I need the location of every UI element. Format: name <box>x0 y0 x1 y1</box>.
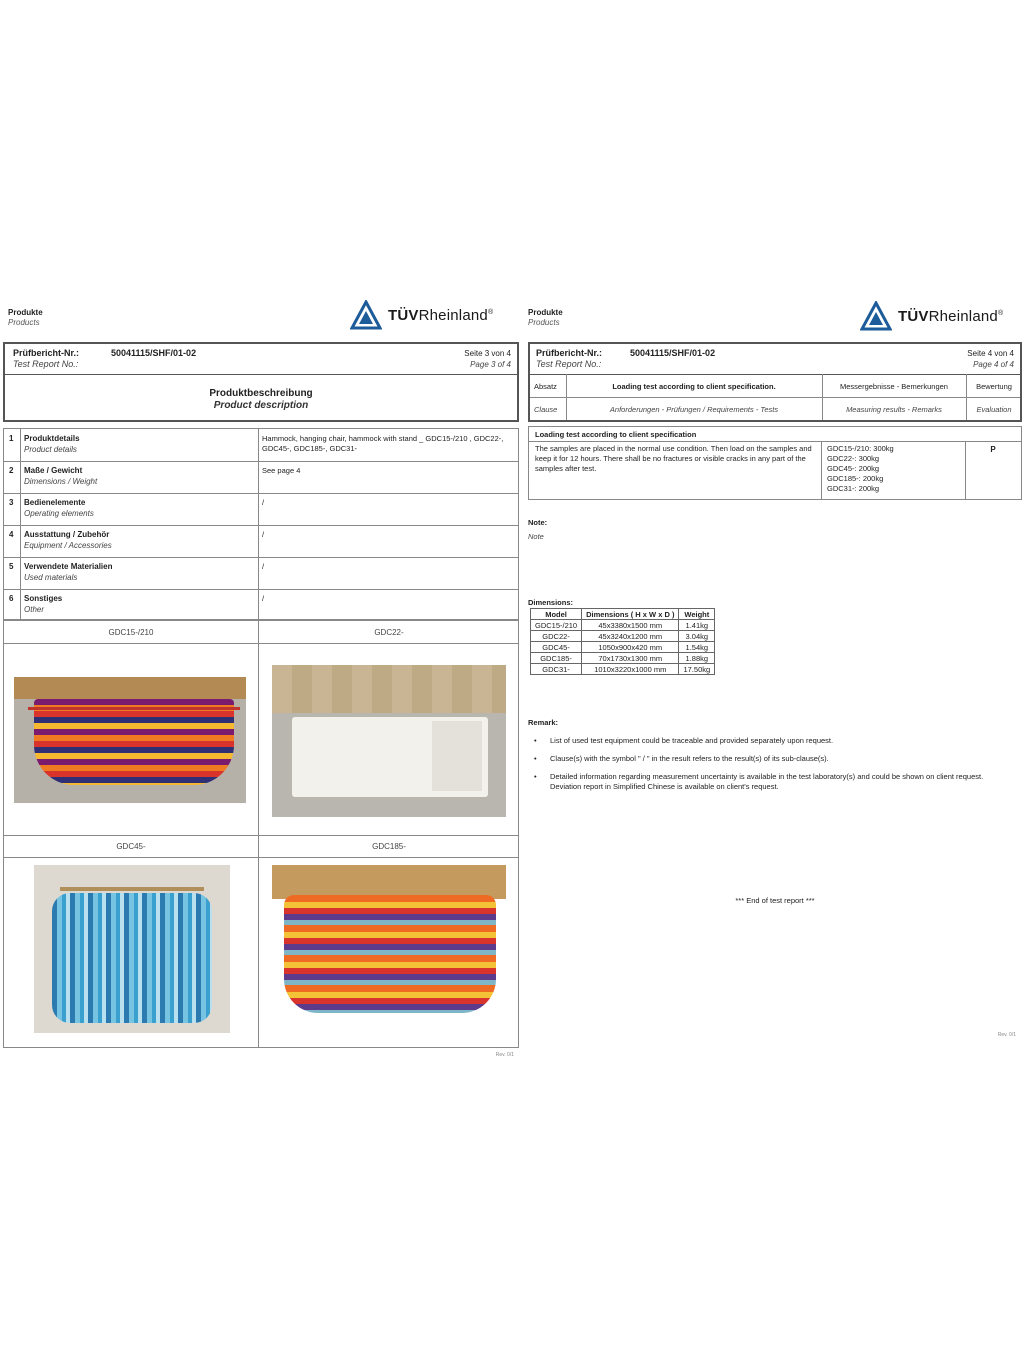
detail-row-label-en: Used materials <box>24 573 78 582</box>
test-result-line: GDC185-: 200kg <box>827 474 884 483</box>
photo-hammock-gdc15 <box>14 677 246 803</box>
test-result-line: GDC15-/210: 300kg <box>827 444 894 453</box>
report-header-box <box>3 342 519 422</box>
detail-row-label-de: Sonstiges <box>24 594 63 603</box>
report-label-de: Prüfbericht-Nr.: <box>536 348 603 358</box>
note-text: Note <box>528 532 544 541</box>
dimensions-header-cell: Model <box>531 609 582 620</box>
photo-label-1: GDC15-/210 <box>108 628 154 637</box>
logo-text-tuv: TÜV <box>898 307 929 325</box>
evaluation-label-en: Evaluation <box>976 405 1012 414</box>
dimensions-cell: GDC45- <box>531 642 582 653</box>
test-title: Loading test according to client specification. <box>612 382 776 391</box>
dimensions-cell: 17.50kg <box>679 664 715 675</box>
bullet-icon: • <box>534 754 537 763</box>
results-label-de: Messergebnisse - Bemerkungen <box>840 382 948 391</box>
detail-row-value: / <box>262 562 265 571</box>
remark-item <box>534 754 1014 764</box>
remark-text: List of used test equipment could be traceable and provided separately upon request. <box>550 736 834 745</box>
detail-row-number: 1 <box>9 434 14 443</box>
photo-hammock-gdc22 <box>272 665 506 817</box>
tuv-logo <box>350 300 493 330</box>
section-title-en: Product description <box>213 400 309 411</box>
detail-row-label-en: Other <box>24 605 45 614</box>
remark-item <box>534 772 1014 792</box>
dimensions-cell: 1010x3220x1000 mm <box>582 664 679 675</box>
logo-text-rheinland: Rheinland <box>418 306 488 324</box>
dimensions-heading: Dimensions: <box>528 598 574 607</box>
verdict: P <box>990 445 996 454</box>
report-label-de: Prüfbericht-Nr.: <box>13 348 80 358</box>
logo-text-tuv: TÜV <box>388 306 419 324</box>
end-of-report: *** End of test report *** <box>735 896 815 905</box>
dimensions-cell: 45x3380x1500 mm <box>582 620 679 631</box>
photo-chair-gdc45 <box>34 865 230 1033</box>
detail-row-value: / <box>262 498 265 507</box>
photo-label-3: GDC45- <box>116 842 146 851</box>
report-number: 50041115/SHF/01-02 <box>630 348 716 358</box>
detail-row-label-de: Produktdetails <box>24 434 80 443</box>
table-row <box>531 620 715 631</box>
table-row <box>531 664 715 675</box>
dimensions-cell: 1.54kg <box>679 642 715 653</box>
evaluation-label-de: Bewertung <box>976 382 1012 391</box>
detail-row-label-en: Dimensions / Weight <box>24 477 98 486</box>
loading-test-table <box>528 426 1022 500</box>
tuv-logo <box>860 301 1003 331</box>
bullet-icon: • <box>534 772 537 781</box>
tuv-triangle-icon <box>860 301 892 331</box>
detail-row-value: / <box>262 530 265 539</box>
header-products-en: Products <box>528 318 560 327</box>
report-header-box <box>528 342 1022 422</box>
bullet-icon: • <box>534 736 537 745</box>
page-number-de: Seite 4 von 4 <box>967 349 1014 358</box>
report-label-en: Test Report No.: <box>13 359 79 369</box>
test-result-line: GDC31-: 200kg <box>827 484 880 493</box>
dimensions-table <box>530 608 715 675</box>
detail-row-number: 2 <box>9 466 14 475</box>
dimensions-cell: 70x1730x1300 mm <box>582 653 679 664</box>
photo-hammock-gdc185 <box>272 865 506 1023</box>
page-number-en: Page 4 of 4 <box>973 360 1014 369</box>
dimensions-cell: 3.04kg <box>679 631 715 642</box>
detail-row-number: 5 <box>9 562 14 571</box>
logo-reg: ® <box>487 308 494 316</box>
tuv-triangle-icon <box>350 300 382 330</box>
header-products-en: Products <box>8 318 40 327</box>
logo-text-rheinland: Rheinland <box>928 307 998 325</box>
photo-label-4: GDC185- <box>372 842 406 851</box>
dimensions-cell: GDC22- <box>531 631 582 642</box>
dimensions-cell: GDC185- <box>531 653 582 664</box>
remark-item <box>534 736 1014 746</box>
table-row <box>531 653 715 664</box>
footer-rev-left: Rev. 0/1 <box>495 1052 514 1058</box>
detail-row-label-en: Operating elements <box>24 509 94 518</box>
requirements-label: Anforderungen - Prüfungen / Requirements - Tests <box>609 405 779 414</box>
dimensions-header-cell: Weight <box>679 609 715 620</box>
header-products-de: Produkte <box>8 308 43 317</box>
dimensions-cell: 45x3240x1200 mm <box>582 631 679 642</box>
photo-grid <box>3 620 519 1048</box>
page-number-de: Seite 3 von 4 <box>464 349 511 358</box>
remark-text: Clause(s) with the symbol " / " in the result refers to the result(s) of its sub-clause(s). <box>550 754 829 763</box>
logo-reg: ® <box>997 309 1004 317</box>
clause-label-en: Clause <box>534 405 558 414</box>
report-page-4 <box>526 300 1024 1060</box>
report-number: 50041115/SHF/01-02 <box>111 348 197 358</box>
loading-test-results <box>827 444 894 494</box>
page-number-en: Page 3 of 4 <box>470 360 511 369</box>
dimensions-cell: 1050x900x420 mm <box>582 642 679 653</box>
footer-rev-right: Rev. 0/1 <box>997 1032 1016 1038</box>
dimensions-cell: GDC31- <box>531 664 582 675</box>
photo-label-2: GDC22- <box>374 628 404 637</box>
detail-row-label-de: Maße / Gewicht <box>24 466 83 475</box>
dimensions-cell: 1.88kg <box>679 653 715 664</box>
table-row <box>531 642 715 653</box>
detail-row-label-de: Verwendete Materialien <box>24 562 113 571</box>
dimensions-header-cell: Dimensions ( H x W x D ) <box>582 609 679 620</box>
table-row <box>531 631 715 642</box>
results-label-en: Measuring results - Remarks <box>846 405 942 414</box>
loading-test-text: The samples are placed in the normal use condition. Then load on the samples and keep it for 12 hours. There shall be no fractures or visible cracks in any part of the samples after test. <box>535 444 812 473</box>
detail-row-value: / <box>262 594 265 603</box>
dimensions-header-row <box>531 609 715 620</box>
detail-row-number: 4 <box>9 530 14 539</box>
detail-row-label-de: Ausstattung / Zubehör <box>24 530 110 539</box>
detail-row-value: Hammock, hanging chair, hammock with stand _ GDC15-/210 , GDC22-, GDC45-, GDC185-, GDC31- <box>262 434 504 453</box>
loading-test-heading: Loading test according to client specification <box>535 430 697 439</box>
detail-row-label-en: Equipment / Accessories <box>24 541 112 550</box>
dimensions-cell: 1.41kg <box>679 620 715 631</box>
product-details-table <box>3 428 519 620</box>
clause-label-de: Absatz <box>534 382 557 391</box>
note-heading: Note: <box>528 518 548 527</box>
remark-text: Detailed information regarding measurement uncertainty is available in the test laboratory(s) and could be shown on client request. Deviation report in Simplified Chinese is available on client's request. <box>550 772 984 791</box>
report-page-3 <box>0 300 522 1060</box>
detail-row-value: See page 4 <box>262 466 301 475</box>
section-title-de: Produktbeschreibung <box>209 388 313 399</box>
test-result-line: GDC45-: 200kg <box>827 464 880 473</box>
detail-row-number: 6 <box>9 594 14 603</box>
dimensions-cell: GDC15-/210 <box>531 620 582 631</box>
header-products-de: Produkte <box>528 308 563 317</box>
report-label-en: Test Report No.: <box>536 359 602 369</box>
remark-heading: Remark: <box>528 718 559 727</box>
test-result-line: GDC22-: 300kg <box>827 454 880 463</box>
detail-row-label-en: Product details <box>24 445 77 454</box>
detail-row-label-de: Bedienelemente <box>24 498 86 507</box>
detail-row-number: 3 <box>9 498 14 507</box>
